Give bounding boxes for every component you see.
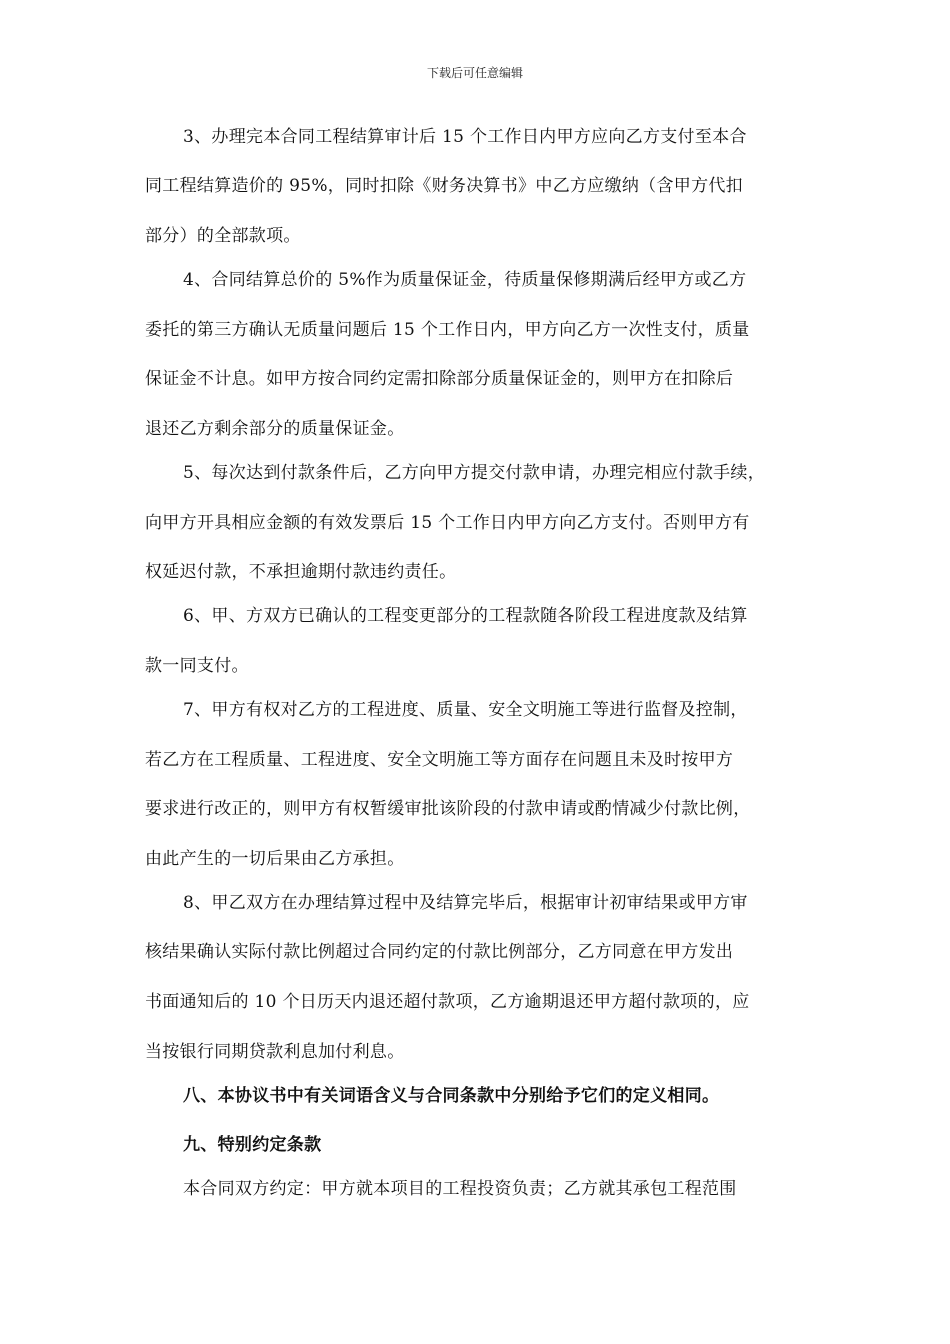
text-line: 书面通知后的 10 个日历天内退还超付款项，乙方逾期退还甲方超付款项的，应 xyxy=(145,992,750,1012)
text-line: 当按银行同期贷款利息加付利息。 xyxy=(145,1042,405,1062)
text-line: 要求进行改正的，则甲方有权暂缓审批该阶段的付款申请或酌情减少付款比例， xyxy=(145,799,751,819)
text-line: 5、每次达到付款条件后，乙方向甲方提交付款申请，办理完相应付款手续， xyxy=(183,463,766,483)
text-line: 退还乙方剩余部分的质量保证金。 xyxy=(145,419,405,439)
text-line: 4、合同结算总价的 5%作为质量保证金，待质量保修期满后经甲方或乙方 xyxy=(183,270,747,290)
text-line: 由此产生的一切后果由乙方承担。 xyxy=(145,849,405,869)
download-note-header: 下载后可任意编辑 xyxy=(426,66,523,80)
text-line: 保证金不计息。如甲方按合同约定需扣除部分质量保证金的，则甲方在扣除后 xyxy=(145,369,734,389)
text-line: 同工程结算造价的 95%，同时扣除《财务决算书》中乙方应缴纳（含甲方代扣 xyxy=(145,176,743,196)
text-line: 向甲方开具相应金额的有效发票后 15 个工作日内甲方向乙方支付。否则甲方有 xyxy=(145,513,750,533)
text-line: 8、甲乙双方在办理结算过程中及结算完毕后，根据审计初审结果或甲方审 xyxy=(183,893,748,913)
text-line: 核结果确认实际付款比例超过合同约定的付款比例部分，乙方同意在甲方发出 xyxy=(145,942,734,962)
text-line: 款一同支付。 xyxy=(145,656,249,676)
section-heading-9: 九、特别约定条款 xyxy=(183,1135,322,1155)
text-line: 部分）的全部款项。 xyxy=(145,226,301,246)
text-line: 若乙方在工程质量、工程进度、安全文明施工等方面存在问题且未及时按甲方 xyxy=(145,750,734,770)
section-heading-8: 八、本协议书中有关词语含义与合同条款中分别给予它们的定义相同。 xyxy=(183,1086,720,1106)
text-line: 权延迟付款，不承担逾期付款违约责任。 xyxy=(145,562,457,582)
text-line: 6、甲、方双方已确认的工程变更部分的工程款随各阶段工程进度款及结算 xyxy=(183,606,748,626)
text-line: 3、办理完本合同工程结算审计后 15 个工作日内甲方应向乙方支付至本合 xyxy=(183,127,747,147)
text-line: 委托的第三方确认无质量问题后 15 个工作日内，甲方向乙方一次性支付，质量 xyxy=(145,320,750,340)
text-line: 本合同双方约定：甲方就本项目的工程投资负责；乙方就其承包工程范围 xyxy=(183,1179,737,1199)
text-line: 7、甲方有权对乙方的工程进度、质量、安全文明施工等进行监督及控制， xyxy=(183,700,748,720)
